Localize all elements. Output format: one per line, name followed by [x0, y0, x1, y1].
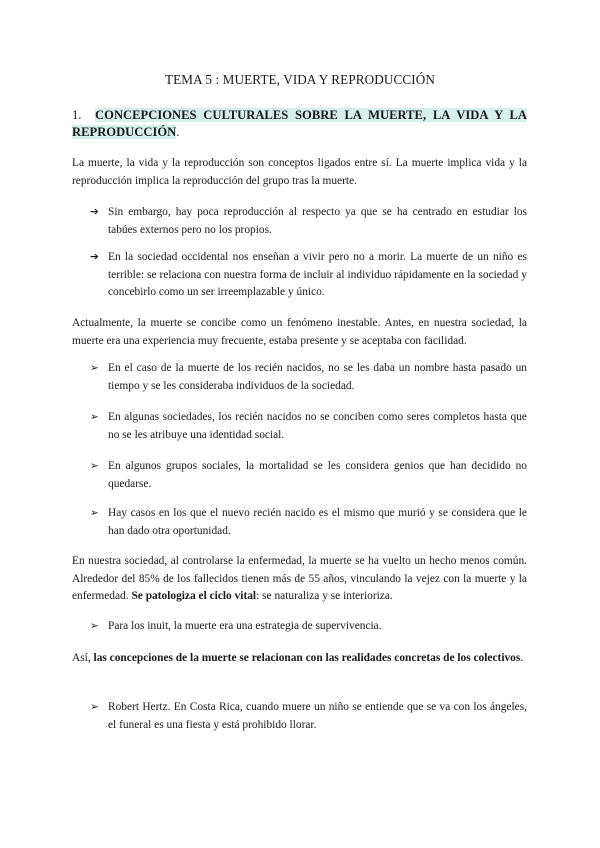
chevron-bullet-icon: ➢	[90, 411, 99, 423]
list-item-text: Robert Hertz. En Costa Rica, cuando muere un niño se entiende que se va con los ángeles, el funeral es una fiesta y está prohibido llorar.	[108, 701, 527, 731]
list-item-text: Para los inuit, la muerte era una estrategia de supervivencia.	[108, 620, 382, 632]
list-item	[90, 360, 527, 395]
list-item-text: Sin embargo, hay poca reproducción al respecto ya que se ha centrado en estudiar los tabúes externos pero no los propios.	[108, 206, 527, 236]
list-item-text: Hay casos en los que el nuevo recién nacido es el mismo que murió y se considera que le han dado otra oportunidad.	[108, 507, 527, 537]
chevron-bullet-icon: ➢	[90, 620, 99, 632]
paragraph-4-suffix: .	[520, 652, 524, 664]
paragraph-1: La muerte, la vida y la reproducción son conceptos ligados entre sí. La muerte implica vida y la reproducción implica la reproducción del grupo tras la muerte.	[72, 157, 527, 187]
chevron-bullet-icon: ➢	[90, 362, 99, 374]
list-item	[90, 505, 527, 540]
chevron-bullet-icon: ➢	[90, 701, 99, 713]
paragraph-4	[72, 650, 527, 668]
list-item	[90, 409, 527, 444]
chevron-bullet-icon: ➢	[90, 507, 99, 519]
paragraph-3-text: En nuestra sociedad, al controlarse la enfermedad, la muerte se ha vuelto un hecho menos común. Alrededor del 85% de los fallecidos tienen más de 55 años, vinculando la vejez con la muerte y la enfermedad.	[72, 555, 527, 602]
section-heading-end: .	[176, 125, 180, 139]
paragraph-3-text-end: : se naturaliza y se interioriza.	[256, 590, 393, 602]
list-item-text: En la sociedad occidental nos enseñan a vivir pero no a morir. La muerte de un niño es terrible: se relaciona con nuestra forma de incluir al individuo rápidamente en la sociedad y concebirlo como un ser irreemplazable y único.	[108, 251, 527, 298]
paragraph-2: Actualmente, la muerte se concibe como un fenómeno inestable. Antes, en nuestra sociedad, la muerte era una experiencia muy frecuente, estaba presente y se aceptaba con facilidad.	[72, 317, 527, 347]
list-item-text: En algunas sociedades, los recién nacidos no se conciben como seres completos hasta que no se les atribuye una identidad social.	[108, 411, 527, 441]
page-title: TEMA 5 : MUERTE, VIDA Y REPRODUCCIÓN	[164, 72, 436, 87]
paragraph-4-prefix: Así,	[72, 652, 94, 664]
section-number: 1.	[72, 108, 82, 122]
paragraph-3	[72, 553, 527, 606]
list-item	[90, 458, 527, 493]
list-item	[90, 204, 527, 239]
list-item	[90, 618, 527, 636]
arrow-bullet-icon: ➔	[90, 251, 99, 263]
section-heading	[72, 107, 527, 141]
list-item-text: En el caso de la muerte de los recién nacidos, no se les daba un nombre hasta pasado un tiempo y se les consideraba individuos de la sociedad.	[108, 362, 527, 392]
paragraph-3-bold: Se patologiza el ciclo vital	[131, 590, 257, 602]
list-item	[90, 249, 527, 302]
arrow-bullet-icon: ➔	[90, 206, 99, 218]
paragraph-4-bold: las concepciones de la muerte se relacionan con las realidades concretas de los colectivos	[93, 652, 521, 664]
chevron-bullet-icon: ➢	[90, 460, 99, 472]
list-item-text: En algunos grupos sociales, la mortalidad se les considera genios que han decidido no quedarse.	[108, 460, 527, 490]
section-heading-text: CONCEPCIONES CULTURALES SOBRE LA MUERTE, LA VIDA Y LA REPRODUCCIÓN	[72, 108, 527, 139]
list-item	[90, 699, 527, 734]
